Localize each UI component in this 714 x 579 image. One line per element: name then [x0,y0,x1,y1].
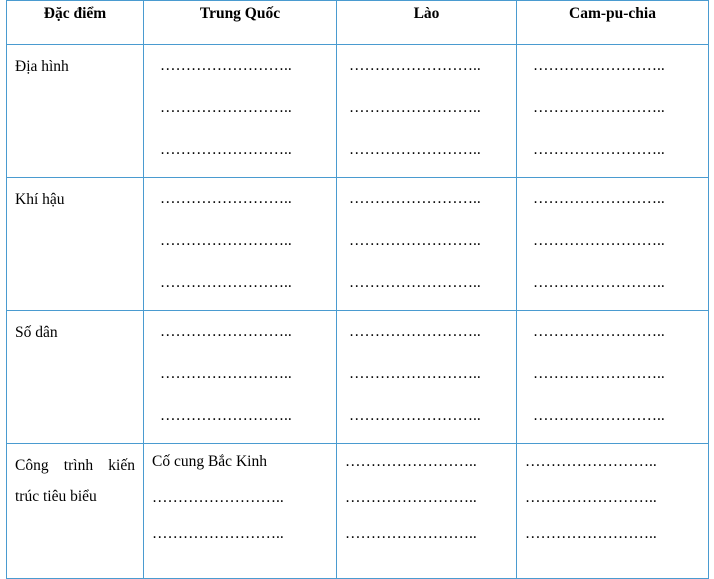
laos-cell [337,45,517,178]
comparison-table [6,0,709,579]
table-row-population [7,311,709,444]
blank-line: …………………….. [533,232,665,249]
blank-line: …………………….. [349,365,481,382]
blank-line: …………………….. [533,190,665,207]
cambodia-cell [517,444,709,579]
blank-line: …………………….. [525,489,657,506]
blank-line: …………………….. [160,99,292,116]
laos-cell [337,444,517,579]
blank-line: …………………….. [349,274,481,291]
feature-cell [7,45,144,178]
blank-line: …………………….. [533,323,665,340]
feature-cell [7,444,144,579]
blank-line: …………………….. [345,453,477,470]
blank-line: …………………….. [349,232,481,249]
blank-line: …………………….. [152,525,284,542]
blank-line: …………………….. [345,489,477,506]
feature-cell [7,178,144,311]
blank-line: …………………….. [160,407,292,424]
header-row [7,1,709,45]
blank-line: …………………….. [533,274,665,291]
blank-line: …………………….. [160,365,292,382]
blank-line: …………………….. [160,232,292,249]
feature-label-line1: Công trình kiến [15,457,135,474]
blank-line: …………………….. [349,141,481,158]
blank-line: …………………….. [160,57,292,74]
table-row-climate [7,178,709,311]
blank-line: …………………….. [525,453,657,470]
laos-cell [337,178,517,311]
blank-line: …………………….. [349,407,481,424]
cambodia-cell [517,311,709,444]
blank-line: …………………….. [533,365,665,382]
feature-label: Khí hậu [15,191,65,208]
blank-line: …………………….. [160,141,292,158]
header-china: Trung Quốc [144,1,337,45]
china-cell [144,45,337,178]
china-cell [144,178,337,311]
header-cambodia: Cam-pu-chia [517,1,709,45]
china-cell [144,311,337,444]
header-feature: Đặc điểm [7,1,144,45]
answer-text: Cố cung Bắc Kinh [152,453,267,470]
feature-label-line2: trúc tiêu biểu [15,488,97,505]
blank-line: …………………….. [160,323,292,340]
blank-line: …………………….. [349,323,481,340]
blank-line: …………………….. [152,489,284,506]
blank-line: …………………….. [349,99,481,116]
blank-line: …………………….. [160,190,292,207]
blank-line: …………………….. [533,407,665,424]
blank-line: …………………….. [349,57,481,74]
china-cell [144,444,337,579]
header-laos: Lào [337,1,517,45]
blank-line: …………………….. [533,99,665,116]
feature-cell [7,311,144,444]
blank-line: …………………….. [160,274,292,291]
blank-line: …………………….. [533,57,665,74]
cambodia-cell [517,45,709,178]
blank-line: …………………….. [345,525,477,542]
cambodia-cell [517,178,709,311]
table-row-architecture [7,444,709,579]
feature-label: Địa hình [15,58,69,75]
feature-label: Số dân [15,324,58,341]
blank-line: …………………….. [349,190,481,207]
table-row-terrain [7,45,709,178]
blank-line: …………………….. [525,525,657,542]
laos-cell [337,311,517,444]
blank-line: …………………….. [533,141,665,158]
